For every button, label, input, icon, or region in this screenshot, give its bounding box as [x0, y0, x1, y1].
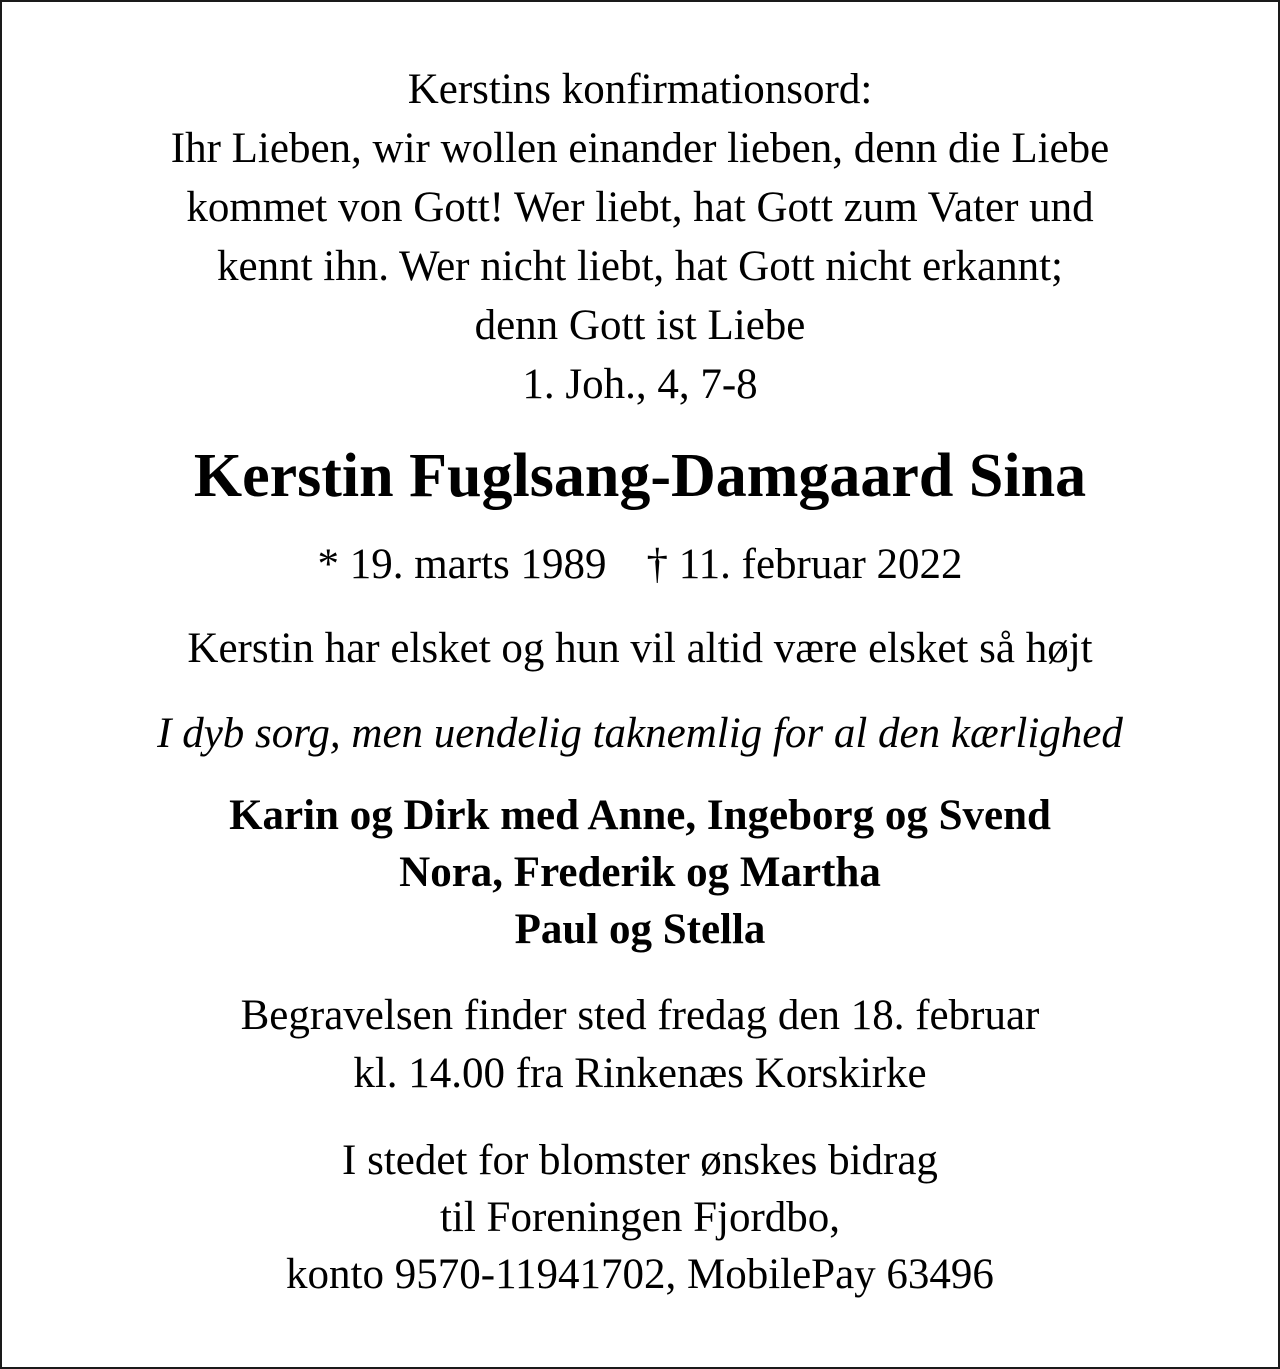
- verse-reference: 1. Joh., 4, 7-8: [522, 361, 758, 408]
- verse-line: denn Gott ist Liebe: [474, 302, 806, 349]
- verse-line: kommet von Gott! Wer liebt, hat Gott zum Vater und: [186, 184, 1094, 231]
- funeral-line: Begravelsen finder sted fredag den 18. februar: [240, 992, 1040, 1039]
- verse-line: Ihr Lieben, wir wollen einander lieben, denn die Liebe: [170, 125, 1110, 172]
- death-date: † 11. februar 2022: [646, 541, 963, 588]
- family-signatures: [2, 787, 1278, 958]
- donation-info: [2, 1132, 1278, 1303]
- family-line: Nora, Frederik og Martha: [399, 849, 881, 896]
- deceased-name: Kerstin Fuglsang-Damgaard Sina: [193, 442, 1087, 510]
- family-line: Karin og Dirk med Anne, Ingeborg og Svend: [229, 792, 1051, 839]
- donation-line: til Foreningen Fjordbo,: [439, 1194, 841, 1241]
- funeral-line: kl. 14.00 fra Rinkenæs Korskirke: [353, 1050, 927, 1097]
- donation-line: I stedet for blomster ønskes bidrag: [342, 1137, 938, 1184]
- funeral-info: [2, 987, 1278, 1103]
- confirmation-verse: [2, 60, 1278, 414]
- birth-date: * 19. marts 1989: [317, 541, 607, 588]
- donation-account: konto 9570-11941702, MobilePay 63496: [286, 1251, 994, 1298]
- sorrow-line: I dyb sorg, men uendelig taknemlig for al den kærlighed: [157, 710, 1123, 757]
- family-line: Paul og Stella: [514, 906, 766, 953]
- verse-line: kennt ihn. Wer nicht liebt, hat Gott nicht erkannt;: [217, 243, 1063, 290]
- life-dates: [2, 535, 1278, 595]
- verse-heading: Kerstins konfirmationsord:: [407, 66, 873, 113]
- tribute-line: Kerstin har elsket og hun vil altid være elsket så højt: [187, 625, 1093, 672]
